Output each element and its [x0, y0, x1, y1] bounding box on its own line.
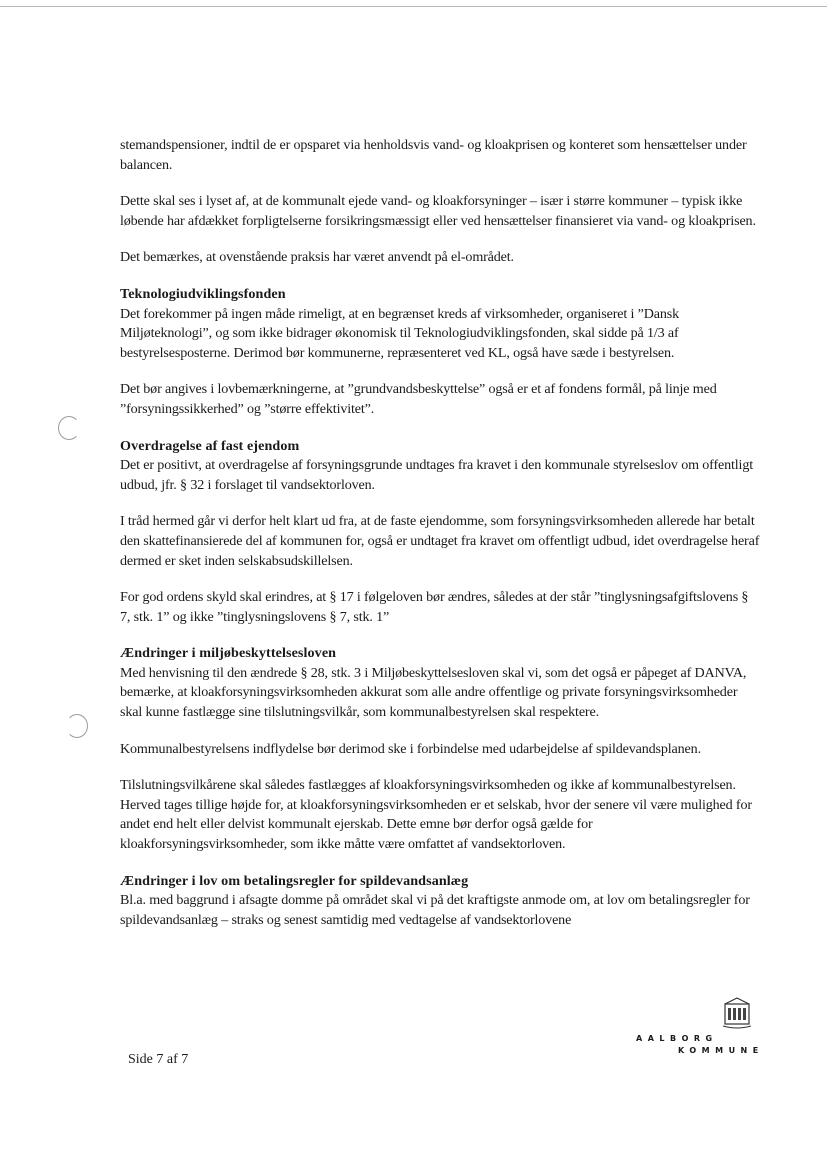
paragraph: Dette skal ses i lyset af, at de kommunalt ejede vand- og kloakforsyninger – især i større kommuner – typisk ikke løbende har afdækket forpligtelserne forsikringsmæssigt eller ved hensættelser finansieret via vand- og kloakprisen. [120, 193, 756, 229]
document-body [120, 136, 760, 930]
paragraph: For god ordens skyld skal erindres, at § 17 i følgeloven bør ændres, således at der står ”tinglysningsafgiftslovens § 7, stk. 1” og ikke ”tinglysningslovens § 7, stk. 1” [120, 589, 749, 625]
aalborg-kommune-logo [632, 992, 772, 1062]
city-seal-icon [720, 996, 754, 1030]
paragraph: Det bør angives i lovbemærkningerne, at ”grundvandsbeskyttelse” også er et af fondens formål, på linje med ”forsyningssikkerhed” og ”større effektivitet”. [120, 381, 717, 417]
paragraph: Med henvisning til den ændrede § 28, stk. 3 i Miljøbeskyttelsesloven skal vi, som det også er påpeget af DANVA, bemærke, at kloakforsyningsvirksomheden akkurat som alle andre offentlige og private forsyningsvirksomheder skal kunne fastlægge sine tilslutningsvilkår, som kommunalbestyrelsen skal respektere. [120, 664, 747, 721]
section-heading-overdragelse: Overdragelse af fast ejendom [120, 437, 300, 454]
section-heading-miljoebeskyttelsesloven: Ændringer i miljøbeskyttelsesloven [120, 645, 337, 662]
logo-text-aalborg: AALBORG [636, 1034, 718, 1043]
paragraph: Bl.a. med baggrund i afsagte domme på området skal vi på det kraftigste anmode om, at lov om betalingsregler for spildevandsanlæg – straks og senest samtidig med vedtagelse af vandsektorlovene [120, 892, 750, 928]
section-heading-teknologiudviklingsfonden: Teknologiudviklingsfonden [120, 285, 286, 302]
paragraph: Det bemærkes, at ovenstående praksis har været anvendt på el-området. [120, 249, 514, 266]
punch-hole-upper [58, 416, 80, 440]
page-number: Side 7 af 7 [128, 1052, 189, 1067]
paragraph: Tilslutningsvilkårene skal således fastlægges af kloakforsyningsvirksomheden og ikke af kommunalbestyrelsen. Herved tages tillige højde for, at kloakforsyningsvirksomheden er et selskab, hvor der senere vil være mulighed for andet end helt eller delvist kommunalt ejerskab. Dette emne bør derfor også gælde for kloakforsyningsvirksomheder, som ikke måtte være omfattet af vandsektorloven. [120, 777, 752, 853]
paragraph: stemandspensioner, indtil de er opsparet via henholdsvis vand- og kloakprisen og konteret som hensættelser under balancen. [120, 137, 747, 173]
paragraph: I tråd hermed går vi derfor helt klart ud fra, at de faste ejendomme, som forsyningsvirksomheden allerede har betalt den skattefinansierede del af kommunen for, også er undtaget fra kravet om offentligt udbud, idet overdragelse heraf dermed er sket inden selskabsudskillelsen. [120, 513, 760, 569]
paragraph: Kommunalbestyrelsens indflydelse bør derimod ske i forbindelse med udarbejdelse af spildevandsplanen. [120, 740, 701, 757]
section-heading-betalingsregler: Ændringer i lov om betalingsregler for spildevandsanlæg [120, 872, 469, 889]
top-scan-edge [0, 6, 827, 7]
paragraph: Det forekommer på ingen måde rimeligt, at en begrænset kreds af virksomheder, organiseret i ”Dansk Miljøteknologi”, og som ikke bidrager økonomisk til Teknologiudviklingsfonden, skal sidde på 1/3 af bestyrelsesposterne. Derimod bør kommunerne, repræsenteret ved KL, også have sæde i bestyrelsen. [120, 305, 680, 361]
paragraph: Det er positivt, at overdragelse af forsyningsgrunde undtages fra kravet i den kommunale styrelseslov om offentligt udbud, jfr. § 32 i forslaget til vandsektorloven. [120, 457, 753, 493]
punch-hole-lower [66, 714, 88, 738]
logo-text-kommune: KOMMUNE [678, 1046, 764, 1055]
